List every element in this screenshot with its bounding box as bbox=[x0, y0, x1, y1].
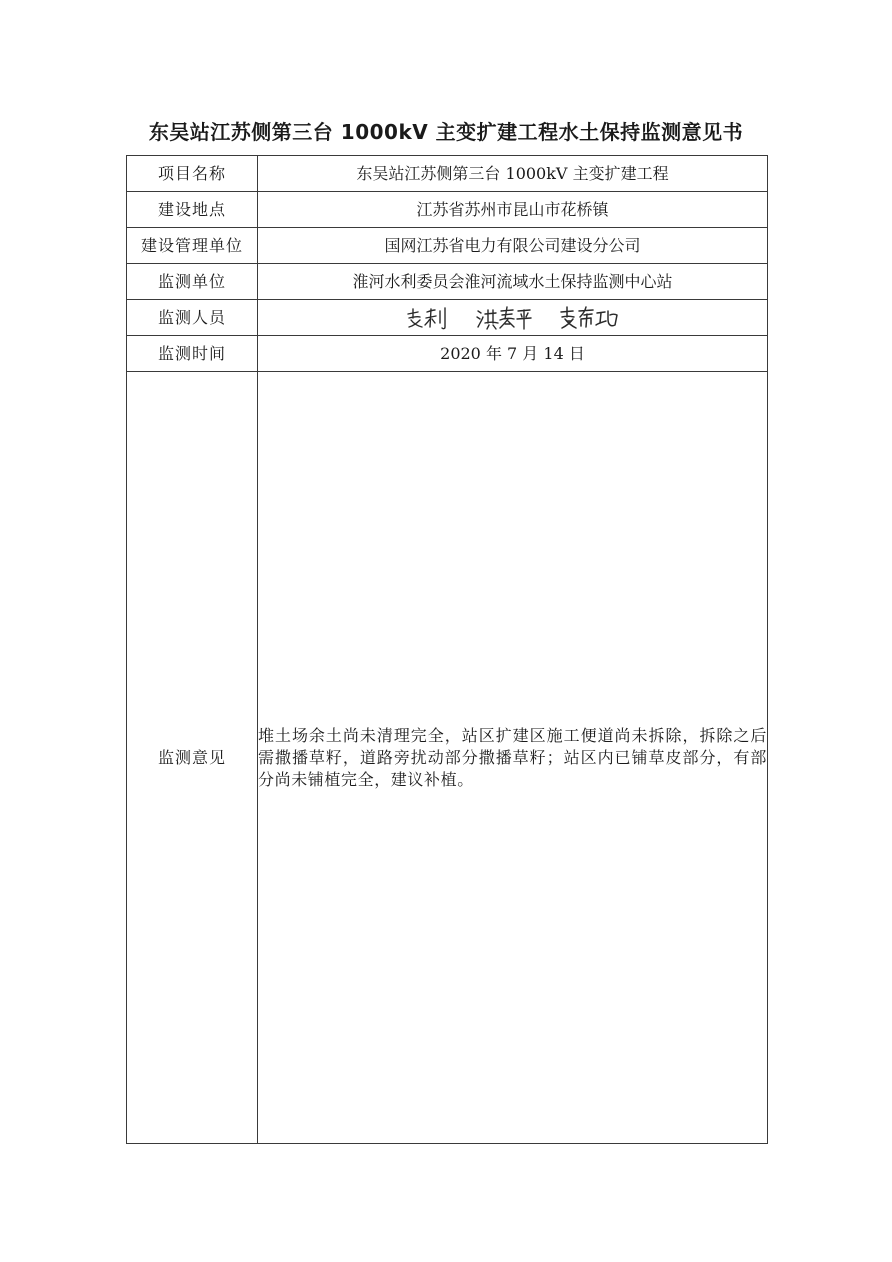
monitoring-date-label: 监测时间 bbox=[127, 336, 258, 372]
table-row-construction-site bbox=[127, 192, 768, 228]
monitoring-opinion-text: 堆土场余土尚未清理完全，站区扩建区施工便道尚未拆除，拆除之后需撒播草籽，道路旁扰动部分撒播草籽；站区内已铺草皮部分，有部分尚未铺植完全，建议补植。 bbox=[258, 372, 768, 1144]
monitoring-opinion-table bbox=[126, 155, 768, 1144]
document-title: 东吴站江苏侧第三台 1000kV 主变扩建工程水土保持监测意见书 bbox=[148, 120, 744, 144]
monitoring-date-value: 2020 年 7 月 14 日 bbox=[258, 336, 768, 372]
table-row-monitoring-unit bbox=[127, 264, 768, 300]
table-row-monitoring-date bbox=[127, 336, 768, 372]
project-name-label: 项目名称 bbox=[127, 156, 258, 192]
handwritten-signature-1 bbox=[405, 305, 449, 331]
monitoring-unit-label: 监测单位 bbox=[127, 264, 258, 300]
monitoring-unit-value: 淮河水利委员会淮河流域水土保持监测中心站 bbox=[258, 264, 768, 300]
monitoring-staff-label: 监测人员 bbox=[127, 300, 258, 336]
handwritten-signature-3 bbox=[559, 305, 621, 331]
handwritten-signature-2 bbox=[475, 305, 533, 331]
table-row-monitoring-opinion bbox=[127, 372, 768, 1144]
management-unit-value: 国网江苏省电力有限公司建设分公司 bbox=[258, 228, 768, 264]
monitoring-staff-signatures bbox=[258, 300, 768, 336]
management-unit-label: 建设管理单位 bbox=[127, 228, 258, 264]
table-row-project-name bbox=[127, 156, 768, 192]
monitoring-opinion-label: 监测意见 bbox=[127, 372, 258, 1144]
construction-site-label: 建设地点 bbox=[127, 192, 258, 228]
table-row-management-unit bbox=[127, 228, 768, 264]
project-name-value: 东吴站江苏侧第三台 1000kV 主变扩建工程 bbox=[258, 156, 768, 192]
construction-site-value: 江苏省苏州市昆山市花桥镇 bbox=[258, 192, 768, 228]
table-row-monitoring-staff bbox=[127, 300, 768, 336]
